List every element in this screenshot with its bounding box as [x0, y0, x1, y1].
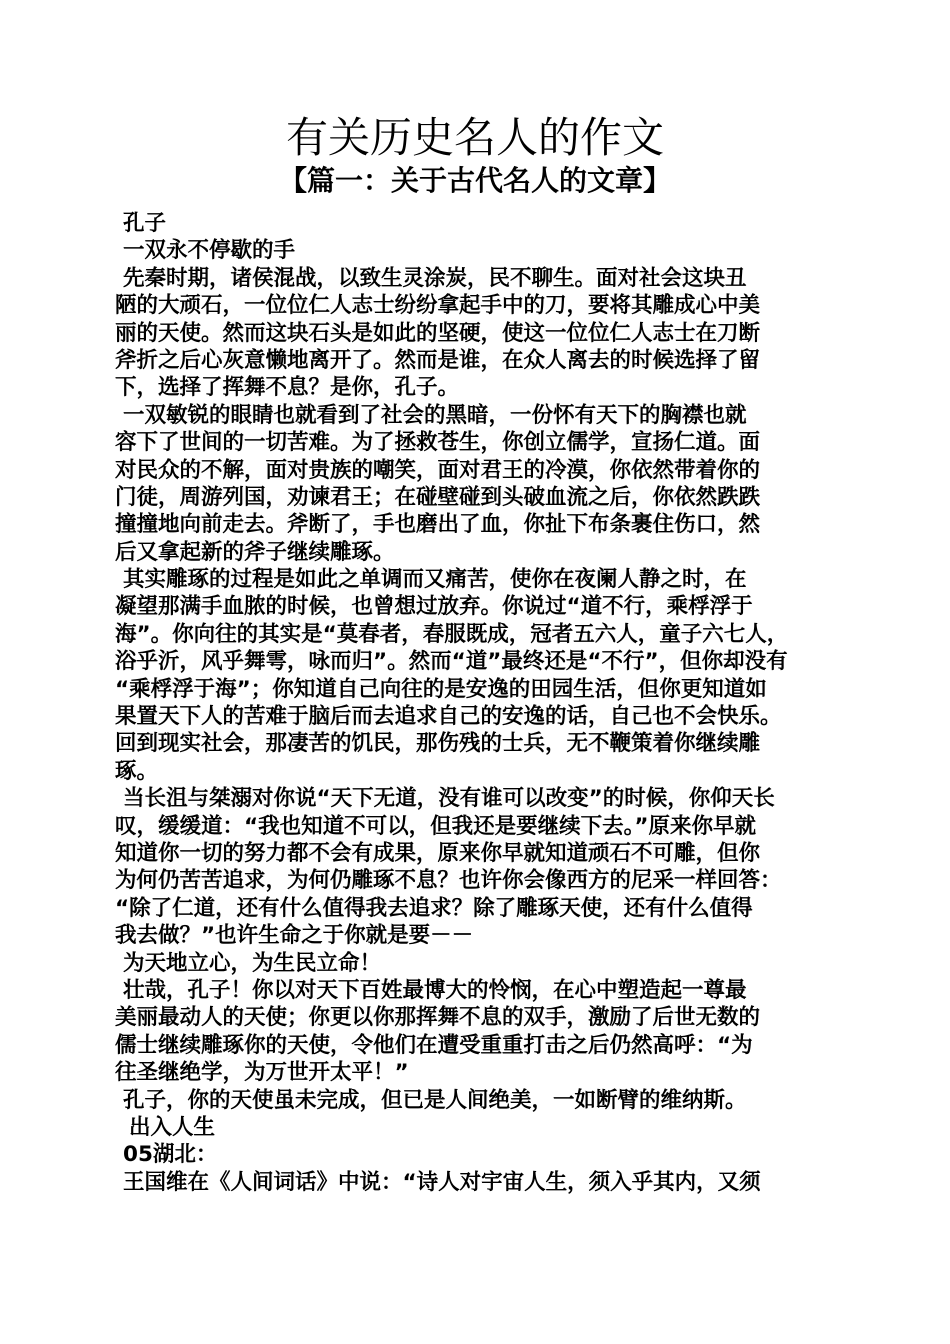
text-line: 门徒，周游列国，劝谏君王；在碰壁碰到头破血流之后，你依然跌跌	[115, 484, 761, 510]
document-subtitle: 【篇一：关于古代名人的文章】	[278, 164, 671, 197]
text-line: 美丽最动人的天使；你更以你那挥舞不息的双手，激励了后世无数的	[115, 1005, 761, 1031]
text-line: 先秦时期，诸侯混战，以致生灵涂炭，民不聊生。面对社会这块丑	[123, 265, 747, 291]
text-line: 壮哉，孔子！你以对天下百姓最博大的怜悯，在心中塑造起一尊最	[123, 977, 747, 1003]
text-line: 对民众的不解，面对贵族的嘲笑，面对君王的冷漠，你依然带着你的	[115, 457, 761, 483]
text-line: 容下了世间的一切苦难。为了拯救苍生，你创立儒学，宣扬仁道。面	[115, 430, 761, 456]
text-line: 我去做？”也许生命之于你就是要－－	[115, 923, 474, 949]
text-line: 王国维在《人间词话》中说：“诗人对宇宙人生，须入乎其内，又须	[123, 1169, 761, 1195]
text-line: 出入人生	[129, 1114, 216, 1140]
text-line: 琢。	[115, 758, 159, 784]
text-line: 儒士继续雕琢你的天使，令他们在遭受重重打击之后仍然高呼：“为	[115, 1032, 753, 1058]
text-line: 为天地立心，为生民立命！	[123, 950, 382, 976]
text-line: 05湖北：	[123, 1142, 218, 1168]
text-line: 撞撞地向前走去。斧断了，手也磨出了血，你扯下布条裹住伤口，然	[115, 512, 761, 538]
text-line: 孔子	[123, 211, 167, 236]
text-line: 下，选择了挥舞不息？是你，孔子。	[115, 375, 460, 401]
text-line: “乘桴浮于海”；你知道自己向往的是安逸的田园生活，但你更知道如	[115, 676, 767, 702]
text-line: 回到现实社会，那凄苦的饥民，那伤残的士兵，无不鞭策着你继续雕	[115, 731, 761, 757]
text-line: 往圣继绝学，为万世开太平！”	[115, 1060, 409, 1086]
essay-body	[115, 210, 845, 1196]
text-line: 海”。你向往的其实是“莫春者，春服既成，冠者五六人，童子六七人，	[115, 621, 789, 647]
document-title: 有关历史名人的作文	[285, 113, 664, 162]
text-line: 其实雕琢的过程是如此之单调而又痛苦，使你在夜阑人静之时，在	[123, 567, 747, 593]
text-line: 叹，缓缓道：“我也知道不可以，但我还是要继续下去。”原来你早就	[115, 813, 757, 839]
text-line: 丽的天使。然而这块石头是如此的坚硬，使这一位位仁人志士在刀断	[115, 320, 761, 346]
text-line: 知道你一切的努力都不会有成果，原来你早就知道顽石不可雕，但你	[115, 840, 761, 866]
text-line: 后又拿起新的斧子继续雕琢。	[115, 539, 395, 565]
text-line: 孔子，你的天使虽未完成，但已是人间绝美，一如断臂的维纳斯。	[123, 1087, 747, 1113]
text-line: 为何仍苦苦追求，为何仍雕琢不息？也许你会像西方的尼采一样回答：	[115, 868, 782, 894]
text-line: “除了仁道，还有什么值得我去追求？除了雕琢天使，还有什么值得	[115, 895, 753, 921]
text-line: 凝望那满手血脓的时候，也曾想过放弃。你说过“道不行，乘桴浮于	[115, 594, 753, 620]
text-line: 当长沮与桀溺对你说“天下无道，没有谁可以改变”的时候，你仰天长	[123, 786, 775, 812]
text-line: 浴乎沂，风乎舞雩，咏而归”。然而“道”最终还是“不行”，但你却没有	[115, 649, 788, 675]
text-line: 一双敏锐的眼睛也就看到了社会的黑暗，一份怀有天下的胸襟也就	[123, 402, 747, 428]
text-line: 斧折之后心灰意懒地离开了。然而是谁，在众人离去的时候选择了留	[115, 347, 761, 373]
text-line: 果置天下人的苦难于脑后而去追求自己的安逸的话，自己也不会快乐。	[115, 704, 782, 730]
text-line: 陋的大顽石，一位位仁人志士纷纷拿起手中的刀，要将其雕成心中美	[115, 293, 761, 319]
text-line: 一双永不停歇的手	[123, 238, 296, 264]
